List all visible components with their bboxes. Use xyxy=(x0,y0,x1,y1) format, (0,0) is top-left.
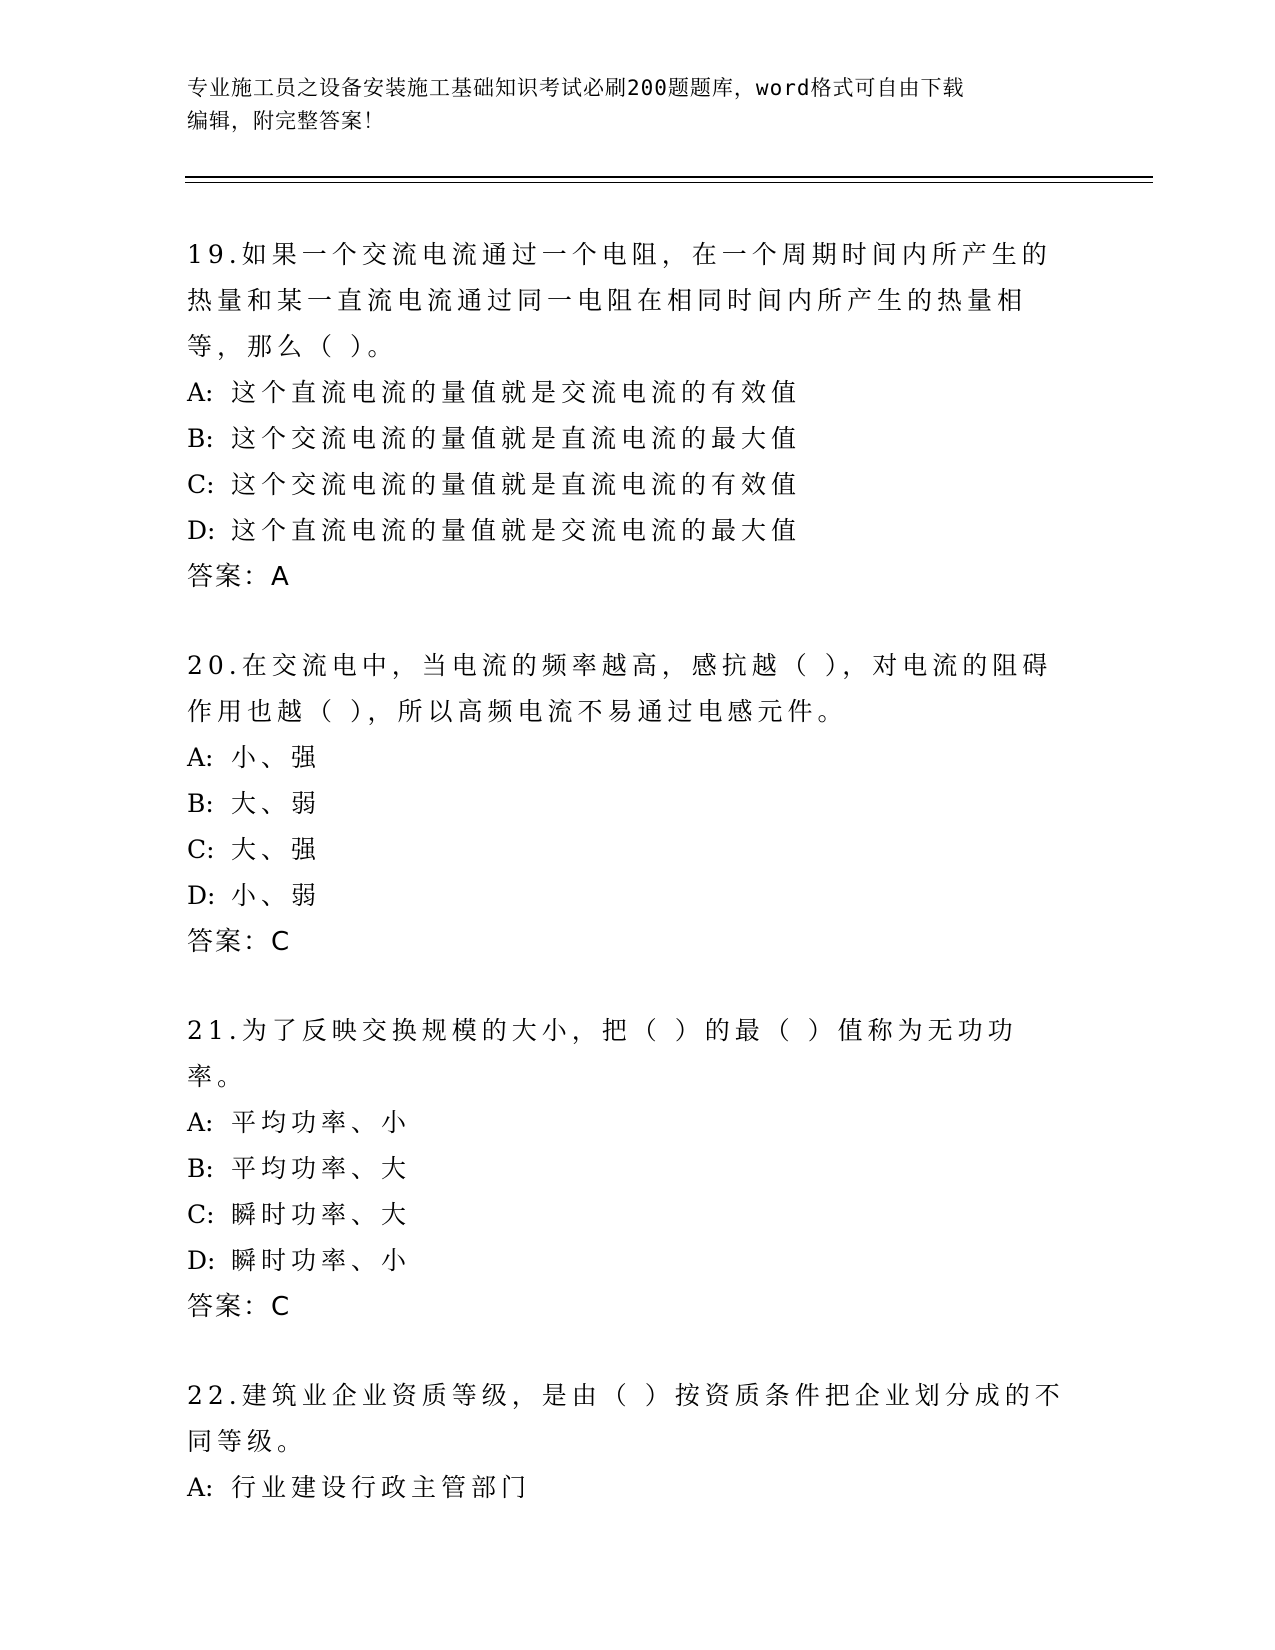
option-text: 平均功率、小 xyxy=(231,1108,412,1137)
option-text: 这个交流电流的量值就是直流电流的有效值 xyxy=(231,470,802,499)
question-19 xyxy=(187,232,1077,600)
option-d xyxy=(187,873,1077,919)
option-c xyxy=(187,827,1077,873)
option-text: 大、强 xyxy=(231,835,322,864)
option-letter: B: xyxy=(187,1154,214,1183)
option-letter: D: xyxy=(187,516,216,545)
option-c xyxy=(187,462,1077,508)
option-text: 小、弱 xyxy=(231,881,322,910)
option-letter: A: xyxy=(187,1108,214,1137)
header-divider-thin xyxy=(185,182,1153,183)
header-line-1: 专业施工员之设备安装施工基础知识考试必刷200题题库，word格式可自由下载 xyxy=(187,76,965,100)
question-text: 21.为了反映交换规模的大小，把（ ）的最（ ）值称为无功功率。 xyxy=(187,1016,1018,1091)
option-text: 这个交流电流的量值就是直流电流的最大值 xyxy=(231,424,802,453)
option-text: 瞬时功率、大 xyxy=(231,1200,412,1229)
option-text: 瞬时功率、小 xyxy=(231,1246,412,1275)
option-text: 这个直流电流的量值就是交流电流的最大值 xyxy=(231,516,802,545)
option-b xyxy=(187,416,1077,462)
header-line-2: 编辑，附完整答案！ xyxy=(187,109,385,133)
option-a xyxy=(187,370,1077,416)
question-22 xyxy=(187,1373,1077,1511)
answer-line: 答案：A xyxy=(187,562,291,592)
option-letter: B: xyxy=(187,424,214,453)
option-b xyxy=(187,781,1077,827)
option-letter: D: xyxy=(187,1246,216,1275)
option-letter: C: xyxy=(187,835,215,864)
option-d xyxy=(187,508,1077,554)
question-text: 20.在交流电中，当电流的频率越高，感抗越（ ），对电流的阻碍作用也越（ ），所以高频电流不易通过电感元件。 xyxy=(187,651,1053,726)
option-letter: C: xyxy=(187,470,215,499)
option-b xyxy=(187,1146,1077,1192)
option-text: 行业建设行政主管部门 xyxy=(231,1473,532,1502)
option-letter: D: xyxy=(187,881,216,910)
option-d xyxy=(187,1238,1077,1284)
option-text: 平均功率、大 xyxy=(231,1154,412,1183)
option-text: 大、弱 xyxy=(231,789,322,818)
question-list xyxy=(187,232,1077,1554)
option-letter: A: xyxy=(187,1473,214,1502)
option-c xyxy=(187,1192,1077,1238)
document-header xyxy=(187,72,1087,138)
answer-line: 答案：C xyxy=(187,927,292,957)
question-text: 22.建筑业企业资质等级，是由（ ）按资质条件把企业划分成的不同等级。 xyxy=(187,1381,1065,1456)
question-text: 19.如果一个交流电流通过一个电阻，在一个周期时间内所产生的热量和某一直流电流通过同一电阻在相同时间内所产生的热量相等，那么（ ）。 xyxy=(187,240,1052,361)
question-21 xyxy=(187,1008,1077,1330)
option-letter: A: xyxy=(187,743,214,772)
option-a xyxy=(187,1465,1077,1511)
question-20 xyxy=(187,643,1077,965)
option-a xyxy=(187,1100,1077,1146)
option-letter: A: xyxy=(187,378,214,407)
option-letter: B: xyxy=(187,789,214,818)
option-text: 这个直流电流的量值就是交流电流的有效值 xyxy=(231,378,802,407)
header-divider-thick xyxy=(185,176,1153,178)
answer-line: 答案：C xyxy=(187,1292,292,1322)
option-a xyxy=(187,735,1077,781)
option-letter: C: xyxy=(187,1200,215,1229)
option-text: 小、强 xyxy=(231,743,322,772)
